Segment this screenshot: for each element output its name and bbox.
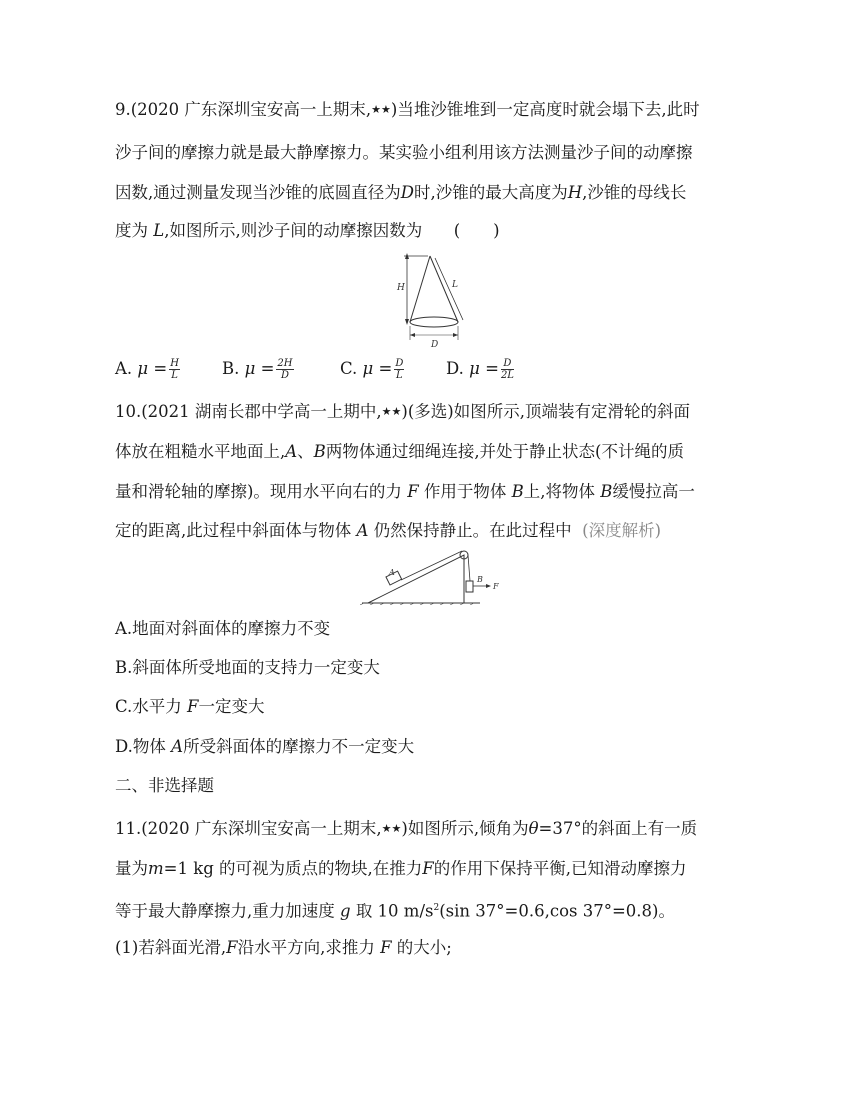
- q10-option-d[interactable]: D.物体 A所受斜面体的摩擦力不一定变大: [115, 737, 415, 756]
- q10-option-b[interactable]: B.斜面体所受地面的支持力一定变大: [115, 658, 380, 677]
- incline-pulley-figure: [360, 545, 510, 605]
- answer-blank: ( ): [453, 221, 500, 240]
- q11-subquestion-1: (1)若斜面光滑,F沿水平方向,求推力 F 的大小;: [115, 938, 452, 957]
- label-H: H: [397, 283, 405, 293]
- q9-line-2: 沙子间的摩擦力就是最大静摩擦力。某实验小组利用该方法测量沙子间的动摩擦: [115, 143, 693, 162]
- sand-cone-figure: [390, 250, 480, 350]
- q11-line-1: 11.(2020 广东深圳宝安高一上期末,★★)如图所示,倾角为θ=37°的斜面上有一质: [115, 819, 698, 838]
- deep-analysis-link[interactable]: (深度解析): [582, 521, 662, 540]
- q9-line-3: 因数,通过测量发现当沙锥的底圆直径为D时,沙锥的最大高度为H,沙锥的母线长: [115, 183, 687, 202]
- difficulty-stars: ★★: [381, 822, 402, 835]
- q10-option-c[interactable]: C.水平力 F一定变大: [115, 697, 265, 716]
- q10-line-1: 10.(2021 湖南长郡中学高一上期中,★★)(多选)如图所示,顶端装有定滑轮的斜面: [115, 402, 690, 421]
- section-title: 二、非选择题: [115, 776, 214, 795]
- label-D: D: [431, 340, 439, 350]
- q11-line-3: 等于最大静摩擦力,重力加速度 g 取 10 $m/s^2(\sin$ 37°=0.6,cos 37°=0.8)。: [115, 901, 675, 921]
- label-F: F: [493, 582, 499, 591]
- difficulty-stars: ★★: [381, 405, 402, 418]
- q11-line-2: 量为m=1 kg 的可视为质点的物块,在推力F的作用下保持平衡,已知滑动摩擦力: [115, 859, 687, 878]
- label-B: B: [477, 575, 483, 584]
- q10-source: (2021 湖南长郡中学高一上期中,: [141, 402, 382, 421]
- difficulty-stars: ★★: [371, 103, 391, 116]
- q10-line-4: 定的距离,此过程中斜面体与物体 A 仍然保持静止。在此过程中 (深度解析): [115, 521, 662, 540]
- q10-option-a[interactable]: A.地面对斜面体的摩擦力不变: [115, 619, 331, 638]
- q10-line-2: 体放在粗糙水平地面上,A、B两物体通过细绳连接,并处于静止状态(不计绳的质: [115, 442, 684, 461]
- q9-line-1: 9.(2020 广东深圳宝安高一上期末,★★)当堆沙锥堆到一定高度时就会塌下去,此时: [115, 100, 700, 119]
- q10-number: 10.: [115, 402, 142, 421]
- q9-line-4: 度为 L,如图所示,则沙子间的动摩擦因数为 ( ): [115, 221, 500, 240]
- q10-line-3: 量和滑轮轴的摩擦)。现用水平向右的力 F 作用于物体 B上,将物体 B缓慢拉高一: [115, 482, 695, 501]
- q9-option-c[interactable]: C. μ = $\frac{D}{L}$: [340, 358, 404, 381]
- label-A: A: [389, 568, 395, 577]
- q9-number: 9.: [115, 100, 131, 119]
- q9-option-a[interactable]: A. μ = $\frac{H}{L}$: [115, 358, 179, 381]
- q9-option-d[interactable]: D. μ = $\frac{D}{2L}$: [446, 358, 514, 381]
- q11-source: (2020 广东深圳宝安高一上期末,: [141, 819, 382, 838]
- q9-option-b[interactable]: B. μ = $\frac{2H}{D}$: [222, 358, 293, 381]
- label-L: L: [452, 280, 458, 290]
- q9-source: (2020 广东深圳宝安高一上期末,: [130, 100, 372, 119]
- q11-number: 11.: [115, 819, 142, 838]
